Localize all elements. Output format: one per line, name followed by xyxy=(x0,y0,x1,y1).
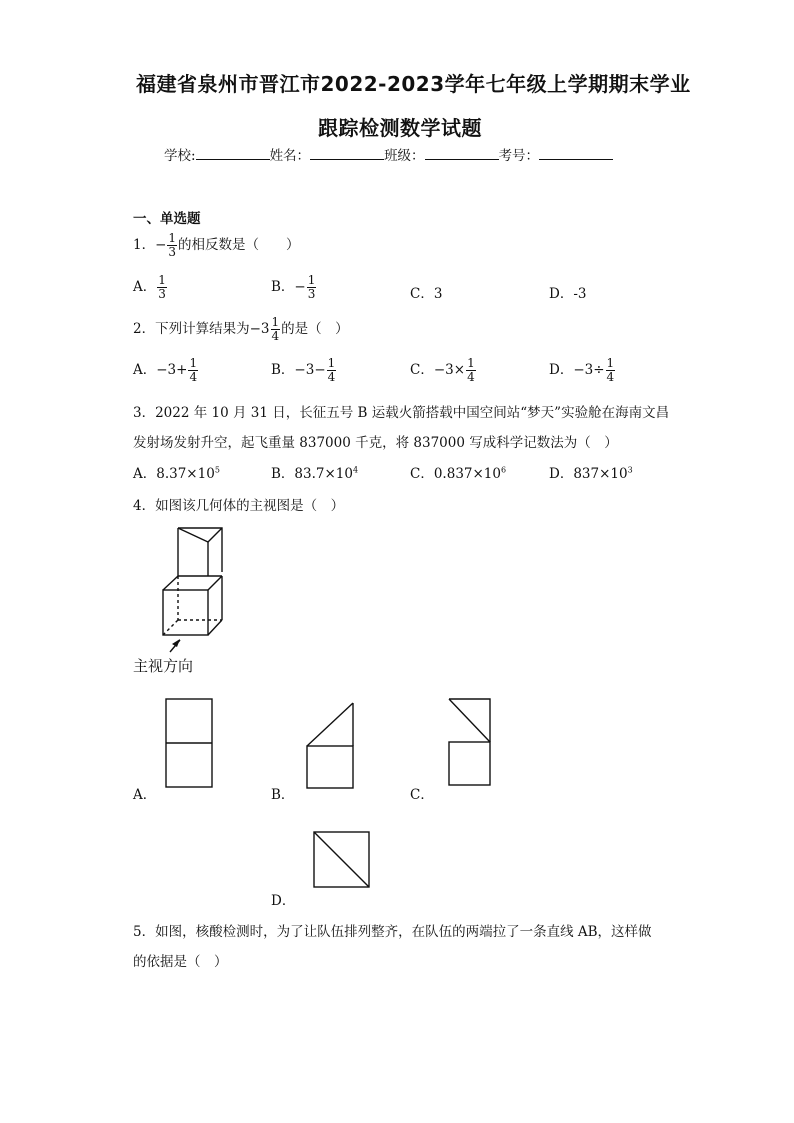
q4-option-c[interactable]: C． xyxy=(410,787,434,803)
q1-sign: − xyxy=(155,237,167,253)
question-5-line2: 的依据是（ ） xyxy=(133,954,228,970)
q2-option-a[interactable]: A．−3+ $\frac{1}{4}$ xyxy=(133,356,198,384)
q4-figure-d xyxy=(313,831,371,889)
q3-option-a[interactable]: A．$8.37\times 10^5$ xyxy=(133,465,220,482)
q4-figure-a xyxy=(165,698,215,790)
q3-option-c[interactable]: C．$0.837\times 10^6$ xyxy=(410,465,507,482)
q1-option-b[interactable]: B．− $\frac{1}{3}$ xyxy=(271,273,316,301)
q1-option-a[interactable]: A． $\frac{1}{3}$ xyxy=(133,273,166,301)
question-5-line1: 5．如图，核酸检测时，为了让队伍排列整齐，在队伍的两端拉了一条直线 AB，这样做 xyxy=(133,924,652,940)
q2-option-c[interactable]: C．−3× $\frac{1}{4}$ xyxy=(410,356,475,384)
q3-option-b[interactable]: B．$83.7\times 10^4$ xyxy=(271,465,359,482)
info-fields xyxy=(164,144,613,164)
school-label: 学校: xyxy=(164,148,196,164)
name-field[interactable] xyxy=(310,147,384,160)
q4-figure-b xyxy=(306,702,356,790)
class-field[interactable] xyxy=(425,147,499,160)
q2-option-d[interactable]: D．−3÷ $\frac{1}{4}$ xyxy=(549,356,615,384)
page-title-line1: 福建省泉州市晋江市2022-2023学年七年级上学期期末学业 xyxy=(136,72,691,96)
class-label: 班级： xyxy=(384,148,425,164)
question-4: 4．如图该几何体的主视图是（ ） xyxy=(133,498,345,514)
q1-option-c[interactable]: C．3 xyxy=(410,286,443,302)
q1-number: 1． xyxy=(133,237,156,253)
view-direction-label: 主视方向 xyxy=(133,657,194,675)
q4-option-d[interactable]: D． xyxy=(271,893,296,909)
name-label: 姓名： xyxy=(269,148,311,164)
q4-figure-c xyxy=(446,698,494,788)
page-title-line2: 跟踪检测数学试题 xyxy=(318,116,482,140)
school-field[interactable] xyxy=(196,147,270,160)
q3-option-d[interactable]: D．$837\times 10^3$ xyxy=(549,465,633,482)
q1-option-d[interactable]: D．-3 xyxy=(549,286,587,302)
q1-stem: 的相反数是（ ） xyxy=(178,237,300,253)
question-2: 2．下列计算结果为−3 $\frac{1}{4}$ 的是（ ） xyxy=(133,315,349,343)
q1-fraction: $\frac{1}{3}$ xyxy=(168,231,177,259)
exam-number-field[interactable] xyxy=(539,147,613,160)
question-1 xyxy=(133,232,300,259)
section-heading: 一、单选题 xyxy=(133,211,201,227)
question-3-line2: 发射场发射升空，起飞重量 837000 千克，将 837000 写成科学记数法为（ ） xyxy=(133,435,618,451)
exam-number-label: 考号： xyxy=(498,148,540,164)
q4-option-b[interactable]: B． xyxy=(271,787,295,803)
solid-figure xyxy=(150,522,240,658)
question-3-line1: 3．2022 年 10 月 31 日，长征五号 B 运载火箭搭载中国空间站“梦天”实验舱在海南文昌 xyxy=(133,405,670,421)
q2-option-b[interactable]: B．−3− $\frac{1}{4}$ xyxy=(271,356,336,384)
q4-option-a[interactable]: A． xyxy=(133,787,157,803)
